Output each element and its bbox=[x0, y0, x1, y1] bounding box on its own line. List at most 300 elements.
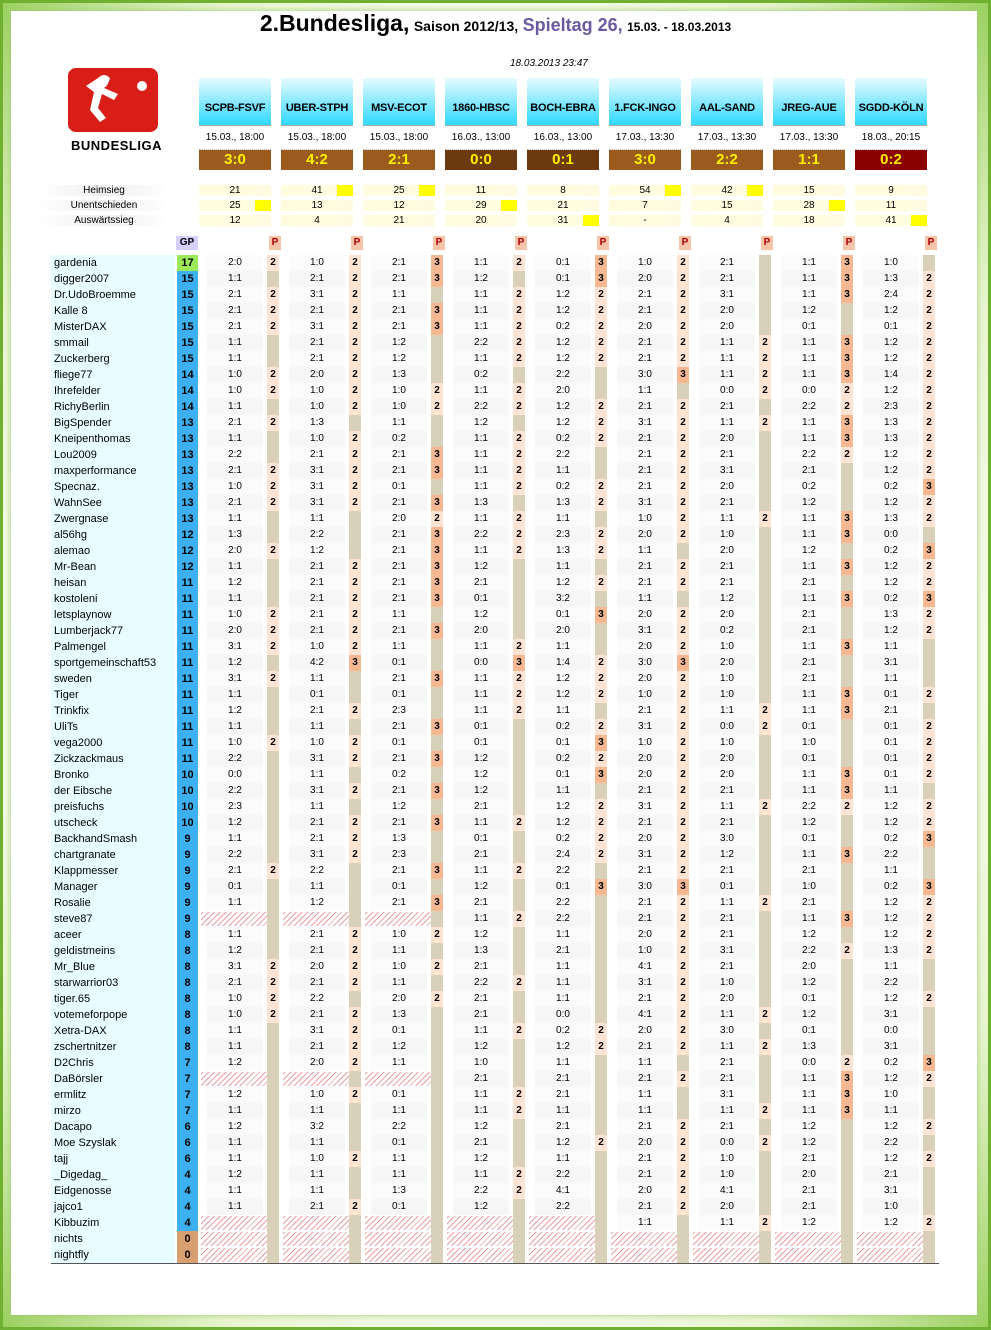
player-points: 11 bbox=[177, 575, 198, 591]
tip-value: 1:2 bbox=[207, 1119, 263, 1135]
tip-value: 0:2 bbox=[535, 719, 591, 735]
tip-value: 1:1 bbox=[781, 847, 837, 863]
tip-points bbox=[595, 623, 607, 639]
tip-value: 0:2 bbox=[535, 319, 591, 335]
tip-points bbox=[431, 1247, 443, 1263]
player-points: 11 bbox=[177, 623, 198, 639]
tip-value: 1:3 bbox=[289, 415, 345, 431]
tip-value: 1:1 bbox=[371, 1167, 427, 1183]
tip-value: 1:1 bbox=[781, 287, 837, 303]
player-name[interactable]: Lumberjack77 bbox=[51, 623, 175, 639]
player-points: 10 bbox=[177, 815, 198, 831]
tip-points: 2 bbox=[595, 335, 607, 351]
table-row bbox=[51, 1087, 939, 1103]
table-row bbox=[51, 351, 939, 367]
tip-value: 1:1 bbox=[781, 527, 837, 543]
tip-points: 2 bbox=[923, 271, 935, 287]
player-name[interactable]: jajco1 bbox=[51, 1199, 175, 1215]
tip-points bbox=[841, 831, 853, 847]
tip-value: 2:1 bbox=[617, 447, 673, 463]
tip-value: 2:1 bbox=[617, 463, 673, 479]
player-name[interactable]: Manager bbox=[51, 879, 175, 895]
player-name[interactable]: D2Chris bbox=[51, 1055, 175, 1071]
tip-points: 2 bbox=[677, 287, 689, 303]
player-name[interactable]: MisterDAX bbox=[51, 319, 175, 335]
tip-value: 1:1 bbox=[535, 783, 591, 799]
tip-points: 2 bbox=[923, 991, 935, 1007]
match-code[interactable]: SCPB-FSVF bbox=[199, 78, 271, 126]
tip-value: 1:2 bbox=[453, 271, 509, 287]
tip-value: 1:2 bbox=[371, 799, 427, 815]
tip-points bbox=[595, 591, 607, 607]
tip-points: 2 bbox=[349, 847, 361, 863]
tip-points bbox=[431, 1215, 443, 1231]
tip-value: 1:0 bbox=[207, 735, 263, 751]
tip-points: 2 bbox=[267, 543, 279, 559]
tip-points: 2 bbox=[595, 399, 607, 415]
tip-value: 1:2 bbox=[863, 495, 919, 511]
tip-value: 1:1 bbox=[699, 895, 755, 911]
tip-points bbox=[431, 911, 443, 927]
tip-value: 1:1 bbox=[781, 1071, 837, 1087]
tip-value: 1:0 bbox=[699, 975, 755, 991]
player-name[interactable]: Dr.UdoBroemme bbox=[51, 287, 175, 303]
player-name[interactable]: tajj bbox=[51, 1151, 175, 1167]
tip-value: 2:2 bbox=[535, 1199, 591, 1215]
tip-points: 3 bbox=[595, 735, 607, 751]
tip-value: 1:1 bbox=[207, 431, 263, 447]
tip-value: 2:0 bbox=[617, 1135, 673, 1151]
tip-points: 2 bbox=[923, 559, 935, 575]
tip-value: 2:1 bbox=[289, 335, 345, 351]
tip-points: 3 bbox=[431, 783, 443, 799]
tip-points: 2 bbox=[349, 975, 361, 991]
match-code[interactable]: 1.FCK-INGO bbox=[609, 78, 681, 126]
player-name[interactable]: Eidgenosse bbox=[51, 1183, 175, 1199]
tip-points bbox=[923, 671, 935, 687]
tip-points: 2 bbox=[759, 383, 771, 399]
tip-value: 1:1 bbox=[207, 1199, 263, 1215]
tip-points bbox=[267, 847, 279, 863]
tip-value: 1:0 bbox=[207, 991, 263, 1007]
tip-value: 1:1 bbox=[207, 831, 263, 847]
tip-points bbox=[513, 1135, 525, 1151]
tip-points: 2 bbox=[677, 575, 689, 591]
tip-points bbox=[677, 543, 689, 559]
tip-points bbox=[759, 1071, 771, 1087]
tip-value: 2:2 bbox=[535, 1167, 591, 1183]
player-name[interactable]: Lou2009 bbox=[51, 447, 175, 463]
tip-points: 2 bbox=[923, 287, 935, 303]
tip-value: 1:2 bbox=[863, 991, 919, 1007]
tip-points: 2 bbox=[841, 1055, 853, 1071]
tip-points: 3 bbox=[841, 255, 853, 271]
player-name[interactable]: Trinkfix bbox=[51, 703, 175, 719]
tip-points: 3 bbox=[431, 303, 443, 319]
tip-value: 1:1 bbox=[289, 1103, 345, 1119]
match-code[interactable]: 1860-HBSC bbox=[445, 78, 517, 126]
player-name[interactable]: Kalle 8 bbox=[51, 303, 175, 319]
tip-value: 0:0 bbox=[781, 383, 837, 399]
match-code[interactable]: BOCH-EBRA bbox=[527, 78, 599, 126]
tip-points bbox=[759, 1119, 771, 1135]
player-points: 10 bbox=[177, 783, 198, 799]
player-name[interactable]: ermlitz bbox=[51, 1087, 175, 1103]
tip-value: 1:1 bbox=[453, 911, 509, 927]
player-name[interactable]: letsplaynow bbox=[51, 607, 175, 623]
tip-points: 2 bbox=[513, 383, 525, 399]
tip-value: 1:1 bbox=[371, 607, 427, 623]
player-name[interactable]: sweden bbox=[51, 671, 175, 687]
tip-points bbox=[759, 447, 771, 463]
tip-points bbox=[513, 1215, 525, 1231]
table-row bbox=[51, 495, 939, 511]
tip-points bbox=[759, 543, 771, 559]
tip-points: 2 bbox=[677, 1199, 689, 1215]
tip-value: 1:1 bbox=[617, 383, 673, 399]
tip-value: 2:2 bbox=[781, 447, 837, 463]
stat-value: 25 bbox=[199, 200, 271, 211]
tip-value: 1:1 bbox=[617, 591, 673, 607]
player-name[interactable]: DaBörsler bbox=[51, 1071, 175, 1087]
player-name[interactable]: zschertnitzer bbox=[51, 1039, 175, 1055]
tip-value: 1:2 bbox=[863, 575, 919, 591]
tip-points: 2 bbox=[513, 911, 525, 927]
tip-value: 1:2 bbox=[207, 815, 263, 831]
player-name[interactable]: mirzo bbox=[51, 1103, 175, 1119]
tip-points bbox=[513, 415, 525, 431]
player-name[interactable]: kostoleni bbox=[51, 591, 175, 607]
player-name[interactable]: fliege77 bbox=[51, 367, 175, 383]
player-name[interactable]: der Eibsche bbox=[51, 783, 175, 799]
tip-points bbox=[267, 1039, 279, 1055]
player-name[interactable]: nichts bbox=[51, 1231, 175, 1247]
table-row bbox=[51, 1215, 939, 1231]
tip-points: 2 bbox=[923, 815, 935, 831]
tip-value: 1:0 bbox=[617, 735, 673, 751]
tip-value: 2:0 bbox=[617, 1023, 673, 1039]
tip-points: 2 bbox=[759, 1039, 771, 1055]
tip-value: 2:1 bbox=[699, 447, 755, 463]
table-row bbox=[51, 1071, 939, 1087]
match-code[interactable]: JREG-AUE bbox=[773, 78, 845, 126]
tip-value: 1:3 bbox=[863, 271, 919, 287]
tip-value: 3:2 bbox=[289, 1119, 345, 1135]
tip-points: 2 bbox=[595, 831, 607, 847]
player-name[interactable]: Tiger bbox=[51, 687, 175, 703]
player-name[interactable]: Zickzackmaus bbox=[51, 751, 175, 767]
player-points: 8 bbox=[177, 959, 198, 975]
tip-value: 1:1 bbox=[535, 1151, 591, 1167]
player-name[interactable]: tiger.65 bbox=[51, 991, 175, 1007]
tip-points bbox=[349, 1215, 361, 1231]
tip-value: 0:1 bbox=[371, 735, 427, 751]
no-tip bbox=[201, 1232, 267, 1246]
player-name[interactable]: Dacapo bbox=[51, 1119, 175, 1135]
no-tip bbox=[611, 1232, 677, 1246]
tip-value: 1:1 bbox=[699, 367, 755, 383]
match-column bbox=[363, 78, 435, 170]
tip-points: 2 bbox=[595, 671, 607, 687]
tip-points: 2 bbox=[677, 719, 689, 735]
player-name[interactable]: _Digedag_ bbox=[51, 1167, 175, 1183]
player-name[interactable]: Zwergnase bbox=[51, 511, 175, 527]
tip-points: 2 bbox=[513, 1103, 525, 1119]
tip-points bbox=[349, 1167, 361, 1183]
tip-points bbox=[759, 271, 771, 287]
tip-points: 2 bbox=[677, 607, 689, 623]
player-points: 14 bbox=[177, 367, 198, 383]
player-name[interactable]: heisan bbox=[51, 575, 175, 591]
match-date: 15.03., 18:00 bbox=[199, 126, 271, 150]
tip-points: 2 bbox=[677, 783, 689, 799]
tip-points bbox=[267, 703, 279, 719]
tip-points bbox=[841, 607, 853, 623]
player-name[interactable]: Mr_Blue bbox=[51, 959, 175, 975]
tip-points bbox=[841, 463, 853, 479]
tip-value: 1:1 bbox=[617, 1103, 673, 1119]
tip-value: 3:1 bbox=[863, 1183, 919, 1199]
player-name[interactable]: Moe Szyslak bbox=[51, 1135, 175, 1151]
tip-points bbox=[595, 1119, 607, 1135]
tip-points bbox=[349, 1071, 361, 1087]
tip-points bbox=[513, 1007, 525, 1023]
tip-points bbox=[431, 1039, 443, 1055]
tip-value: 4:1 bbox=[617, 959, 673, 975]
player-points: 13 bbox=[177, 447, 198, 463]
tip-points bbox=[595, 367, 607, 383]
tip-points bbox=[431, 879, 443, 895]
player-points: 4 bbox=[177, 1183, 198, 1199]
tip-value: 1:2 bbox=[781, 975, 837, 991]
tip-points bbox=[759, 1055, 771, 1071]
player-name[interactable]: al56hg bbox=[51, 527, 175, 543]
tip-value: 3:1 bbox=[289, 463, 345, 479]
player-name[interactable]: preisfuchs bbox=[51, 799, 175, 815]
player-points: 11 bbox=[177, 703, 198, 719]
player-name[interactable]: sportgemeinschaft53 bbox=[51, 655, 175, 671]
tip-points bbox=[431, 703, 443, 719]
tip-value: 2:1 bbox=[289, 591, 345, 607]
tip-points bbox=[759, 943, 771, 959]
player-name[interactable]: votemeforpope bbox=[51, 1007, 175, 1023]
tip-value: 2:1 bbox=[617, 303, 673, 319]
tip-points bbox=[431, 639, 443, 655]
tip-points: 2 bbox=[349, 495, 361, 511]
tip-value: 2:1 bbox=[535, 1119, 591, 1135]
player-name[interactable]: Klappmesser bbox=[51, 863, 175, 879]
tip-points: 2 bbox=[349, 1087, 361, 1103]
tip-value: 1:1 bbox=[207, 687, 263, 703]
tip-value: 2:0 bbox=[699, 431, 755, 447]
tip-points: 3 bbox=[431, 895, 443, 911]
player-name[interactable]: maxperformance bbox=[51, 463, 175, 479]
tip-points: 2 bbox=[923, 607, 935, 623]
match-result: 0:1 bbox=[527, 150, 599, 170]
player-name[interactable]: Specnaz. bbox=[51, 479, 175, 495]
tip-points: 2 bbox=[677, 479, 689, 495]
tip-value: 1:1 bbox=[207, 559, 263, 575]
tip-value: 0:1 bbox=[535, 607, 591, 623]
tip-value: 0:1 bbox=[863, 767, 919, 783]
tip-value: 1:1 bbox=[781, 911, 837, 927]
player-name[interactable]: steve87 bbox=[51, 911, 175, 927]
player-name[interactable]: geldistmeins bbox=[51, 943, 175, 959]
stats-label: Auswärtssieg bbox=[40, 215, 168, 226]
table-row bbox=[51, 639, 939, 655]
table-row bbox=[51, 527, 939, 543]
player-name[interactable]: starwarrior03 bbox=[51, 975, 175, 991]
tip-points bbox=[431, 831, 443, 847]
tip-points bbox=[431, 1103, 443, 1119]
tip-value: 2:0 bbox=[617, 271, 673, 287]
player-name[interactable]: Kneipenthomas bbox=[51, 431, 175, 447]
table-row bbox=[51, 991, 939, 1007]
tip-value: 1:1 bbox=[781, 1087, 837, 1103]
player-name[interactable]: aceer bbox=[51, 927, 175, 943]
tip-points: 2 bbox=[595, 751, 607, 767]
tip-points bbox=[759, 863, 771, 879]
table-row bbox=[51, 959, 939, 975]
tip-points: 2 bbox=[267, 671, 279, 687]
player-name[interactable]: Palmengel bbox=[51, 639, 175, 655]
tip-value: 0:1 bbox=[535, 735, 591, 751]
tip-value: 1:0 bbox=[207, 1007, 263, 1023]
player-name[interactable]: Ihrefelder bbox=[51, 383, 175, 399]
match-code[interactable]: AAL-SAND bbox=[691, 78, 763, 126]
player-name[interactable]: UliTs bbox=[51, 719, 175, 735]
tip-points: 2 bbox=[349, 927, 361, 943]
tip-value: 1:2 bbox=[863, 1119, 919, 1135]
player-name[interactable]: alemao bbox=[51, 543, 175, 559]
stat-value: 28 bbox=[773, 200, 845, 211]
tip-points: 3 bbox=[431, 559, 443, 575]
table-row bbox=[51, 271, 939, 287]
tip-value: 1:0 bbox=[863, 255, 919, 271]
tip-value: 1:2 bbox=[453, 1119, 509, 1135]
tip-value: 1:2 bbox=[535, 1135, 591, 1151]
match-code[interactable]: SGDD-KÖLN bbox=[855, 78, 927, 126]
tip-points: 3 bbox=[431, 447, 443, 463]
tip-value: 0:1 bbox=[207, 879, 263, 895]
player-name[interactable]: gardenia bbox=[51, 255, 175, 271]
tip-value: 1:2 bbox=[535, 799, 591, 815]
tip-points bbox=[759, 463, 771, 479]
player-name[interactable]: Kibbuzim bbox=[51, 1215, 175, 1231]
tip-points bbox=[595, 1183, 607, 1199]
tip-value: 2:1 bbox=[289, 575, 345, 591]
player-name[interactable]: Rosalie bbox=[51, 895, 175, 911]
tip-value: 1:3 bbox=[371, 1007, 427, 1023]
tip-value: 1:1 bbox=[699, 1007, 755, 1023]
tip-points bbox=[759, 575, 771, 591]
match-code[interactable]: UBER-STPH bbox=[281, 78, 353, 126]
tip-value: 2:1 bbox=[863, 703, 919, 719]
tip-value: 1:2 bbox=[535, 671, 591, 687]
tip-points bbox=[759, 495, 771, 511]
tip-value: 1:1 bbox=[289, 767, 345, 783]
tip-points bbox=[841, 1167, 853, 1183]
tip-value: 3:1 bbox=[699, 287, 755, 303]
tip-value: 2:1 bbox=[371, 303, 427, 319]
table-row bbox=[51, 623, 939, 639]
tip-points bbox=[431, 799, 443, 815]
tip-value: 1:1 bbox=[371, 975, 427, 991]
tip-value: 2:2 bbox=[863, 1135, 919, 1151]
player-name[interactable]: WahnSee bbox=[51, 495, 175, 511]
tip-value: 2:1 bbox=[617, 815, 673, 831]
tip-value: 2:1 bbox=[371, 271, 427, 287]
tip-value: 1:2 bbox=[207, 703, 263, 719]
tip-value: 1:2 bbox=[863, 447, 919, 463]
player-name[interactable]: Mr-Bean bbox=[51, 559, 175, 575]
player-name[interactable]: nightfly bbox=[51, 1247, 175, 1263]
tip-value: 1:1 bbox=[781, 559, 837, 575]
tip-value: 2:1 bbox=[617, 863, 673, 879]
player-name[interactable]: Xetra-DAX bbox=[51, 1023, 175, 1039]
table-row bbox=[51, 799, 939, 815]
player-name[interactable]: Bronko bbox=[51, 767, 175, 783]
player-name[interactable]: RichyBerlin bbox=[51, 399, 175, 415]
player-name[interactable]: digger2007 bbox=[51, 271, 175, 287]
tip-value: 2:1 bbox=[371, 319, 427, 335]
tip-points bbox=[595, 783, 607, 799]
player-name[interactable]: BackhandSmash bbox=[51, 831, 175, 847]
tip-points: 2 bbox=[267, 1007, 279, 1023]
tip-points: 2 bbox=[349, 463, 361, 479]
tip-value: 2:1 bbox=[453, 1071, 509, 1087]
tip-value: 1:2 bbox=[781, 495, 837, 511]
league-title: 2.Bundesliga, bbox=[259, 10, 410, 36]
player-name[interactable]: Zuckerberg bbox=[51, 351, 175, 367]
player-name[interactable]: BigSpender bbox=[51, 415, 175, 431]
tip-value: 1:2 bbox=[535, 687, 591, 703]
update-timestamp: 18.03.2013 23:47 bbox=[510, 58, 588, 69]
tip-points bbox=[841, 1023, 853, 1039]
tip-value: 1:1 bbox=[453, 1087, 509, 1103]
player-name[interactable]: vega2000 bbox=[51, 735, 175, 751]
tip-points bbox=[759, 623, 771, 639]
tip-value: 1:1 bbox=[207, 1183, 263, 1199]
tip-points: 2 bbox=[677, 271, 689, 287]
player-name[interactable]: smmail bbox=[51, 335, 175, 351]
player-name[interactable]: chartgranate bbox=[51, 847, 175, 863]
tip-points bbox=[759, 431, 771, 447]
tip-value: 3:1 bbox=[289, 1023, 345, 1039]
tip-points bbox=[923, 255, 935, 271]
tip-value: 1:2 bbox=[863, 927, 919, 943]
tip-points: 3 bbox=[595, 879, 607, 895]
tip-value: 1:2 bbox=[453, 607, 509, 623]
tip-points: 3 bbox=[923, 879, 935, 895]
stat-value: 41 bbox=[281, 185, 353, 196]
tip-value: 2:1 bbox=[781, 671, 837, 687]
tip-points bbox=[267, 1071, 279, 1087]
tip-points bbox=[349, 799, 361, 815]
tip-value: 1:2 bbox=[863, 815, 919, 831]
tip-points bbox=[759, 927, 771, 943]
tip-points bbox=[759, 655, 771, 671]
match-code[interactable]: MSV-ECOT bbox=[363, 78, 435, 126]
tip-points bbox=[595, 1087, 607, 1103]
tip-value: 2:0 bbox=[699, 303, 755, 319]
tip-value: 2:2 bbox=[207, 751, 263, 767]
tip-value: 1:3 bbox=[371, 367, 427, 383]
tip-value: 1:1 bbox=[371, 1103, 427, 1119]
match-column bbox=[855, 78, 927, 170]
tip-points bbox=[677, 1055, 689, 1071]
player-name[interactable]: utscheck bbox=[51, 815, 175, 831]
